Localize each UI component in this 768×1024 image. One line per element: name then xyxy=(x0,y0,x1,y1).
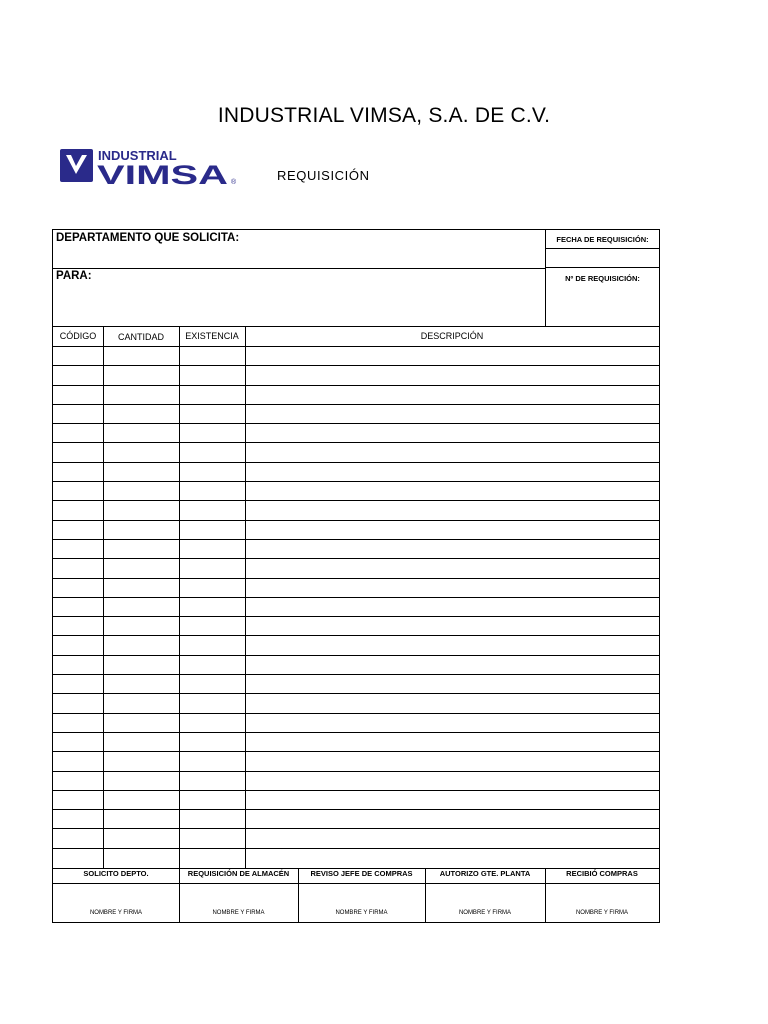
signature-title-purchasing-head: REVISO JEFE DE COMPRAS xyxy=(310,869,413,878)
signature-footer: NOMBRE Y FIRMA xyxy=(212,910,265,916)
logo-line2: VIMSA xyxy=(97,160,228,188)
item-rows xyxy=(53,346,659,867)
table-row[interactable] xyxy=(53,558,659,577)
vimsa-logo xyxy=(60,146,242,188)
table-row[interactable] xyxy=(53,655,659,674)
signature-title-requester: SOLICITO DEPTO. xyxy=(83,869,149,878)
document-type: REQUISICIÓN xyxy=(277,168,370,183)
table-row[interactable] xyxy=(53,771,659,790)
for-label: PARA: xyxy=(56,270,92,282)
table-row[interactable] xyxy=(53,848,659,867)
table-row[interactable] xyxy=(53,578,659,597)
table-row[interactable] xyxy=(53,500,659,519)
table-row[interactable] xyxy=(53,732,659,751)
table-row[interactable] xyxy=(53,442,659,461)
table-row[interactable] xyxy=(53,635,659,654)
table-row[interactable] xyxy=(53,616,659,635)
col-quantity: CANTIDAD xyxy=(117,332,164,342)
table-row[interactable] xyxy=(53,693,659,712)
table-row[interactable] xyxy=(53,539,659,558)
number-label: Nº DE REQUISICIÓN: xyxy=(565,274,640,283)
table-row[interactable] xyxy=(53,674,659,693)
company-title: INDUSTRIAL VIMSA, S.A. DE C.V. xyxy=(217,104,551,127)
table-row[interactable] xyxy=(53,346,659,365)
signature-title-plant-manager: AUTORIZO GTE. PLANTA xyxy=(439,869,531,878)
table-row[interactable] xyxy=(53,462,659,481)
signature-title-purchasing-received: RECIBIÓ COMPRAS xyxy=(566,869,638,878)
table-row[interactable] xyxy=(53,423,659,442)
logo-registered-mark: ® xyxy=(231,179,237,186)
signature-title-warehouse: REQUISICIÓN DE ALMACÉN xyxy=(187,869,290,878)
table-row[interactable] xyxy=(53,809,659,828)
col-code: CÓDIGO xyxy=(59,331,97,341)
signature-footer: NOMBRE Y FIRMA xyxy=(575,910,629,916)
table-row[interactable] xyxy=(53,751,659,770)
table-row[interactable] xyxy=(53,828,659,847)
signature-footer: NOMBRE Y FIRMA xyxy=(458,910,512,916)
department-label: DEPARTAMENTO QUE SOLICITA: xyxy=(56,232,240,244)
signature-footer: NOMBRE Y FIRMA xyxy=(89,910,143,916)
col-description: DESCRIPCIÓN xyxy=(420,331,484,341)
date-label: FECHA DE REQUISICIÓN: xyxy=(556,235,649,244)
signature-footer: NOMBRE Y FIRMA xyxy=(335,910,388,916)
table-row[interactable] xyxy=(53,365,659,384)
table-row[interactable] xyxy=(53,404,659,423)
table-row[interactable] xyxy=(53,481,659,500)
requisition-form xyxy=(52,229,660,923)
table-row[interactable] xyxy=(53,597,659,616)
table-row[interactable] xyxy=(53,520,659,539)
logo-line1: INDUSTRIAL xyxy=(98,148,177,163)
table-row[interactable] xyxy=(53,713,659,732)
table-row[interactable] xyxy=(53,385,659,404)
col-stock: EXISTENCIA xyxy=(185,331,239,341)
table-row[interactable] xyxy=(53,790,659,809)
